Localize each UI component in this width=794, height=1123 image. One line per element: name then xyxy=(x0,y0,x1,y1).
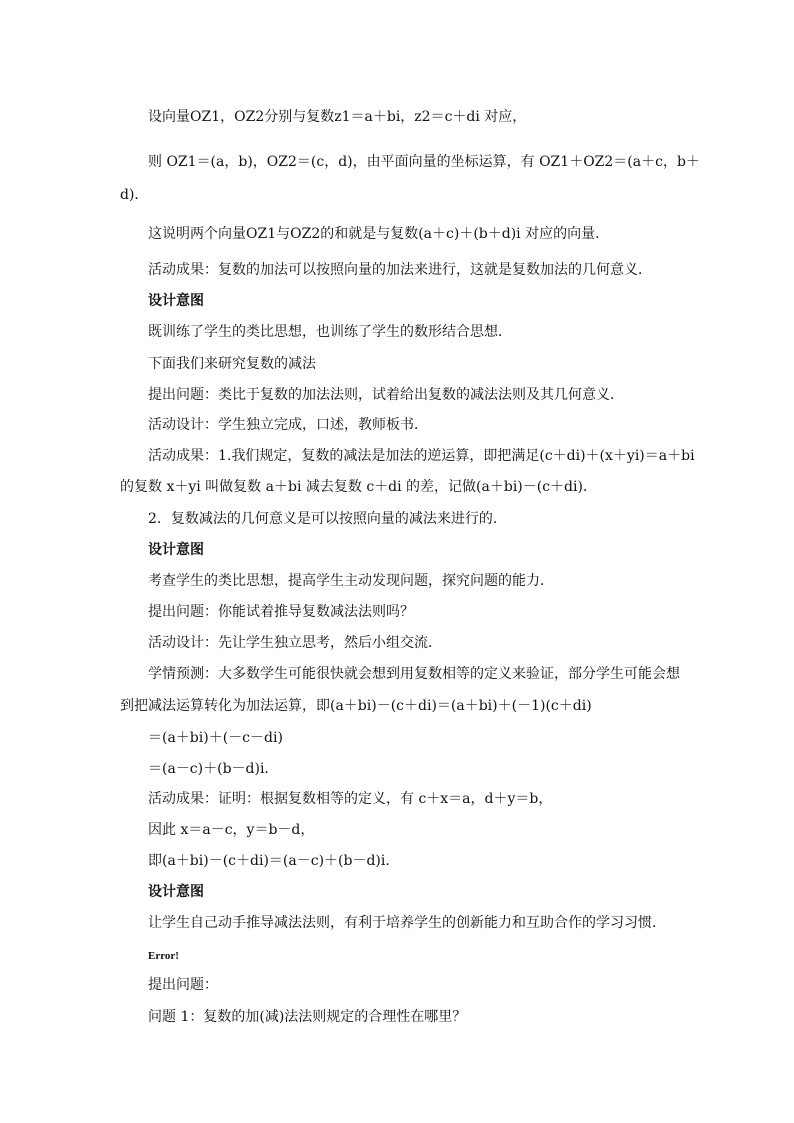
text-line-question-1: 问题 1：复数的加(减)法法则规定的合理性在哪里？ xyxy=(148,1009,467,1025)
text-line-proof-solution: 因此 x＝a－c，y＝b－d， xyxy=(148,822,315,838)
text-line-equation-step1: ＝(a＋bi)＋(－c－di) xyxy=(148,730,283,746)
text-line-subtraction-intro: 下面我们来研究复数的减法 xyxy=(148,356,316,372)
text-line-vector-correspondence: 设向量OZ1，OZ2分别与复数z1＝a＋bi，z2＝c＋di 对应， xyxy=(148,109,527,125)
section-heading-design-intent: 设计意图 xyxy=(148,884,204,900)
text-line-coordinate-sum: 则 OZ1＝(a，b)，OZ2＝(c，d)，由平面向量的坐标运算，有 OZ1＋OZ2＝(a＋c，b＋ xyxy=(148,154,700,170)
text-line-question-subtraction: 提出问题：类比于复数的加法法则，试着给出复数的减法法则及其几何意义． xyxy=(148,387,624,403)
text-line-prediction: 学情预测：大多数学生可能很快就会想到用复数相等的定义来验证，部分学生可能会想 xyxy=(148,666,680,682)
text-line-subtraction-geometry: 2．复数减法的几何意义是可以按照向量的减法来进行的． xyxy=(148,511,507,527)
text-line-coordinate-sum-cont: d)． xyxy=(120,187,149,203)
text-line-subtraction-definition-cont: 的复数 x＋yi 叫做复数 a＋bi 减去复数 c＋di 的差，记做(a＋bi)－(c＋di)． xyxy=(120,479,597,495)
section-heading-design-intent: 设计意图 xyxy=(148,293,204,309)
text-line-intent-analogy: 既训练了学生的类比思想，也训练了学生的数形结合思想． xyxy=(148,324,512,340)
section-heading-design-intent: 设计意图 xyxy=(148,542,204,558)
text-line-sum-meaning: 这说明两个向量OZ1与OZ2的和就是与复数(a＋c)＋(b＋d)i 对应的向量． xyxy=(148,226,610,242)
text-line-question-derive: 提出问题：你能试着推导复数减法法则吗？ xyxy=(148,604,414,620)
text-line-addition-result: 活动成果：复数的加法可以按照向量的加法来进行，这就是复数加法的几何意义． xyxy=(148,262,652,278)
text-line-activity-design: 活动设计：学生独立完成，口述，教师板书． xyxy=(148,417,428,433)
text-line-prediction-cont: 到把减法运算转化为加法运算，即(a＋bi)－(c＋di)＝(a＋bi)＋(－1)(c＋di) xyxy=(120,698,592,714)
text-line-equation-step2: ＝(a－c)＋(b－d)i. xyxy=(148,761,269,777)
text-line-activity-group: 活动设计：先让学生独立思考，然后小组交流． xyxy=(148,635,442,651)
text-line-intent-cooperation: 让学生自己动手推导减法法则，有利于培养学生的创新能力和互助合作的学习习惯． xyxy=(148,915,666,931)
text-line-subtraction-definition: 活动成果：1.我们规定，复数的减法是加法的逆运算，即把满足(c＋di)＋(x＋yi)＝a＋bi xyxy=(148,448,695,464)
text-line-proof: 活动成果：证明：根据复数相等的定义，有 c＋x＝a，d＋y＝b， xyxy=(148,791,553,807)
text-line-intent-inquiry: 考查学生的类比思想，提高学生主动发现问题，探究问题的能力． xyxy=(148,573,554,589)
text-line-raise-question: 提出问题： xyxy=(148,977,218,993)
text-line-proof-conclusion: 即(a＋bi)－(c＋di)＝(a－c)＋(b－d)i. xyxy=(148,853,390,869)
error-marker: Error! xyxy=(148,950,179,962)
